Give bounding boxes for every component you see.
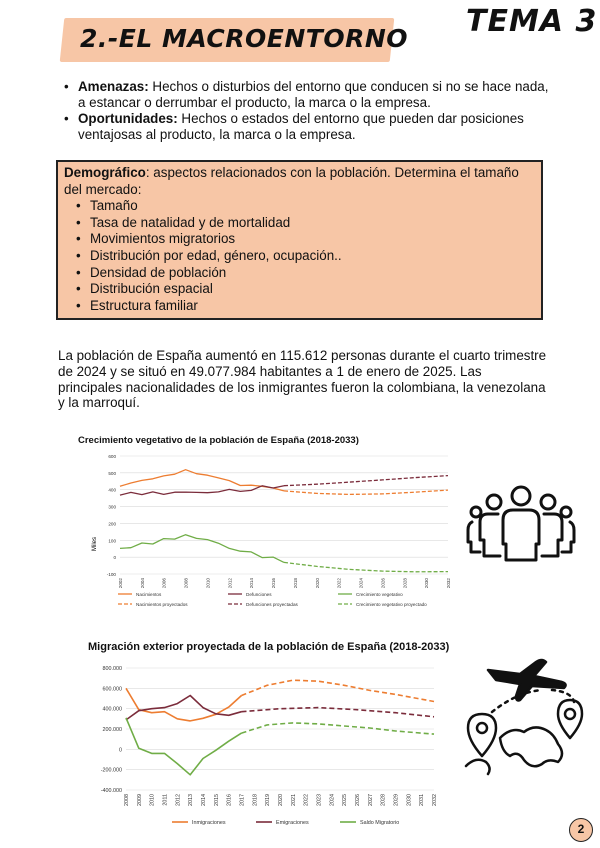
x-tick-label: 2024 xyxy=(358,578,364,589)
x-tick-label: 2011 xyxy=(162,794,169,806)
x-tick-label: 2012 xyxy=(175,794,182,806)
x-tick-label: 2006 xyxy=(161,578,167,589)
chart2-title: Migración exterior proyectada de la población de España (2018-2033) xyxy=(88,641,450,653)
x-tick-label: 2012 xyxy=(227,578,233,589)
series-line-crecimiento-vegetativo xyxy=(120,535,284,563)
y-tick-label: 600 xyxy=(108,454,116,459)
series-line-emigraciones xyxy=(126,696,242,720)
chart1-series xyxy=(120,470,448,572)
population-icon xyxy=(466,484,576,564)
legend-label: Emigraciones xyxy=(276,820,309,826)
series-line-inmigraciones-proyectadas xyxy=(242,680,435,701)
tema-label: TEMA 3 xyxy=(466,4,598,39)
list-item: • Densidad de población xyxy=(74,265,535,282)
chart1-legend xyxy=(118,592,427,607)
list-item: • Movimientos migratorios xyxy=(74,231,535,248)
chart2-legend xyxy=(172,820,399,826)
chart2-svg xyxy=(80,658,460,830)
y-tick-label: 400 xyxy=(108,487,116,493)
x-tick-label: 2032 xyxy=(432,794,438,806)
x-tick-label: 2008 xyxy=(183,578,189,589)
x-tick-label: 2013 xyxy=(188,794,195,806)
definition-oportunidades: • Oportunidades: Hechos o estados del entorno que pueden dar posiciones ventajosas al producto, la marca o la empresa. xyxy=(62,111,552,142)
legend-label: Nacimientos proyectados xyxy=(136,602,188,607)
x-tick-label: 2028 xyxy=(380,794,387,806)
chart2-grid xyxy=(126,668,434,790)
x-tick-label: 2024 xyxy=(329,794,336,806)
x-tick-label: 2030 xyxy=(406,794,413,806)
chart2-x-ticks xyxy=(124,794,438,806)
x-tick-label: 2032 xyxy=(446,578,451,589)
x-tick-label: 2025 xyxy=(342,794,349,806)
x-tick-label: 2020 xyxy=(314,578,320,589)
legend-label: Crecimiento vegetativo xyxy=(356,592,403,597)
y-tick-label: 400.000 xyxy=(102,706,122,713)
x-tick-label: 2031 xyxy=(419,794,426,806)
definition-amenazas: • Amenazas: Hechos o disturbios del entorno que conducen si no se hace nada, a estancar o derrumbar el producto, la marca o la empresa. xyxy=(62,79,552,110)
definitions-list xyxy=(62,79,552,143)
x-tick-label: 2014 xyxy=(201,794,207,806)
y-tick-label: 600.000 xyxy=(102,686,122,693)
series-line-saldo-migratorio xyxy=(126,718,242,775)
x-tick-label: 2016 xyxy=(226,794,233,806)
y-tick-label: 800.000 xyxy=(102,666,122,672)
legend-label: Crecimiento vegetativo proyectado xyxy=(356,602,427,607)
y-tick-label: 100 xyxy=(108,538,116,544)
x-tick-label: 2028 xyxy=(402,578,408,589)
y-tick-label: 300 xyxy=(108,504,116,510)
x-tick-label: 2015 xyxy=(213,794,220,806)
x-tick-label: 2008 xyxy=(124,794,130,806)
series-line-saldo-migratorio-proyectado xyxy=(242,723,435,734)
x-tick-label: 2016 xyxy=(271,578,277,589)
x-tick-label: 2027 xyxy=(367,794,374,806)
y-tick-label: -100 xyxy=(106,572,116,577)
x-tick-label: 2022 xyxy=(336,578,342,589)
chart2-series xyxy=(126,680,434,775)
legend-label: Inmigraciones xyxy=(192,820,226,826)
y-tick-label: 0 xyxy=(119,747,122,754)
y-tick-label: 500 xyxy=(108,470,116,476)
legend-label: Defunciones proyectadas xyxy=(246,602,298,607)
x-tick-label: 2002 xyxy=(118,578,123,589)
series-line-inmigraciones xyxy=(126,688,242,721)
y-tick-label: 200.000 xyxy=(102,727,122,733)
y-tick-label: 0 xyxy=(113,555,116,561)
x-tick-label: 2021 xyxy=(290,794,297,806)
population-paragraph: La población de España aumentó en 115.612 personas durante el cuarto trimestre de 2024 y se situó en 49.077.984 habitantes a 1 de enero de 2025. Las principales nacionalidades de los inmigrantes fueron la colombiana, la venezolana y la marroquí. xyxy=(58,348,547,411)
list-item: • Distribución espacial xyxy=(74,281,535,298)
y-tick-label: -200.000 xyxy=(100,767,122,774)
chart1-grid xyxy=(120,456,448,574)
chart1-x-ticks xyxy=(118,578,451,589)
series-line-emigraciones-proyectadas xyxy=(242,708,435,717)
x-tick-label: 2020 xyxy=(278,794,284,806)
x-tick-label: 2019 xyxy=(265,794,272,806)
legend-label: Nacimientos xyxy=(136,592,162,597)
chart1-y-ticks xyxy=(107,454,117,577)
series-line-nacimientos-proyectados xyxy=(284,490,448,494)
list-item: • Tamaño xyxy=(74,198,535,215)
y-tick-label: 200 xyxy=(108,521,116,527)
x-tick-label: 2022 xyxy=(303,794,310,806)
series-line-crecimiento-vegetativo-proyectado xyxy=(284,562,448,571)
x-tick-label: 2009 xyxy=(136,794,143,806)
chart2-y-ticks xyxy=(101,666,122,794)
x-tick-label: 2014 xyxy=(249,578,255,589)
series-line-defunciones-proyectadas xyxy=(284,476,448,486)
x-tick-label: 2026 xyxy=(355,794,361,806)
list-item: • Estructura familiar xyxy=(74,298,535,315)
x-tick-label: 2023 xyxy=(316,794,323,806)
chart1-title: Crecimiento vegetativo de la población de España (2018-2033) xyxy=(78,435,359,446)
chart1-svg xyxy=(70,450,460,620)
legend-label: Defunciones xyxy=(246,592,272,597)
travel-map-icon xyxy=(462,652,590,776)
section-title: 2.-EL MACROENTORNO xyxy=(80,24,409,53)
x-tick-label: 2029 xyxy=(393,794,400,806)
x-tick-label: 2018 xyxy=(292,578,298,589)
y-tick-label: -400.000 xyxy=(100,788,122,794)
x-tick-label: 2026 xyxy=(380,578,386,589)
series-line-defunciones xyxy=(120,486,284,495)
demographic-intro: Demográfico: aspectos relacionados con la población. Determina el tamaño del mercado: xyxy=(64,165,519,197)
x-tick-label: 2017 xyxy=(239,794,246,806)
x-tick-label: 2004 xyxy=(139,578,145,589)
x-tick-label: 2010 xyxy=(149,794,156,806)
chart1-ylabel: Miles xyxy=(92,536,98,552)
x-tick-label: 2018 xyxy=(252,794,259,806)
list-item: • Tasa de natalidad y de mortalidad xyxy=(74,215,535,232)
demographic-items xyxy=(74,198,535,314)
page-number-badge: 2 xyxy=(569,818,593,842)
x-tick-label: 2030 xyxy=(424,578,430,589)
demographic-box xyxy=(56,160,543,320)
list-item: • Distribución por edad, género, ocupación.. xyxy=(74,248,535,265)
legend-label: Saldo Migratorio xyxy=(360,820,400,826)
x-tick-label: 2010 xyxy=(205,578,211,589)
